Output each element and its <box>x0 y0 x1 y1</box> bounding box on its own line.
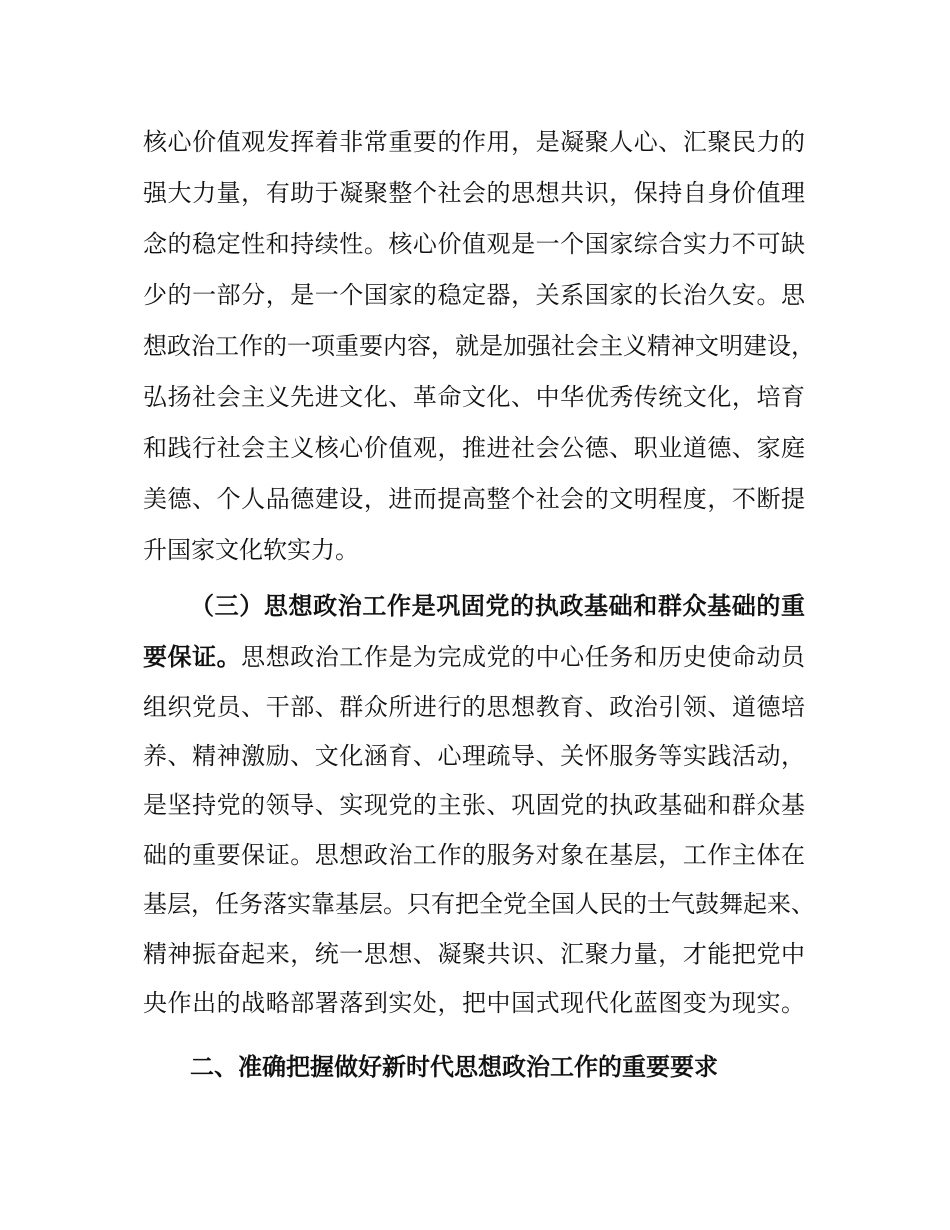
text-line: 想政治工作的一项重要内容，就是加强社会主义精神文明建设， <box>143 332 815 360</box>
text-line: 央作出的战略部署落到实处，把中国式现代化蓝图变为现实。 <box>143 989 805 1017</box>
text-line: 基层，任务落实靠基层。只有把全党全国人民的士气鼓舞起来、 <box>143 890 815 918</box>
text-line <box>143 642 805 672</box>
section-heading: 二、准确把握做好新时代思想政治工作的重要要求 <box>190 1053 718 1081</box>
text-line: 精神振奋起来，统一思想、凝聚共识、汇聚力量，才能把党中 <box>143 940 805 968</box>
text-line: 升国家文化软实力。 <box>143 536 359 564</box>
text-line: 弘扬社会主义先进文化、革命文化、中华优秀传统文化，培育 <box>143 383 805 411</box>
text-line: 强大力量，有助于凝聚整个社会的思想共识，保持自身价值理 <box>143 179 805 207</box>
subsection-title-end: 要保证。 <box>143 643 242 671</box>
text-line: 础的重要保证。思想政治工作的服务对象在基层，工作主体在 <box>143 841 805 869</box>
subsection-title-line: （三）思想政治工作是巩固党的执政基础和群众基础的重 <box>190 592 805 620</box>
text-line: 美德、个人品德建设，进而提高整个社会的文明程度，不断提 <box>143 485 805 513</box>
text-line: 和践行社会主义核心价值观，推进社会公德、职业道德、家庭 <box>143 434 805 462</box>
text-line: 核心价值观发挥着非常重要的作用，是凝聚人心、汇聚民力的 <box>143 128 805 156</box>
text-line: 是坚持党的领导、实现党的主张、巩固党的执政基础和群众基 <box>143 791 805 819</box>
text-segment: 思想政治工作是为完成党的中心任务和历史使命动员 <box>241 643 806 671</box>
text-line: 养、精神激励、文化涵育、心理疏导、关怀服务等实践活动， <box>143 742 805 770</box>
text-line: 少的一部分，是一个国家的稳定器，关系国家的长治久安。思 <box>143 281 805 309</box>
text-line: 组织党员、干部、群众所进行的思想教育、政治引领、道德培 <box>143 693 805 721</box>
text-line: 念的稳定性和持续性。核心价值观是一个国家综合实力不可缺 <box>143 230 805 258</box>
